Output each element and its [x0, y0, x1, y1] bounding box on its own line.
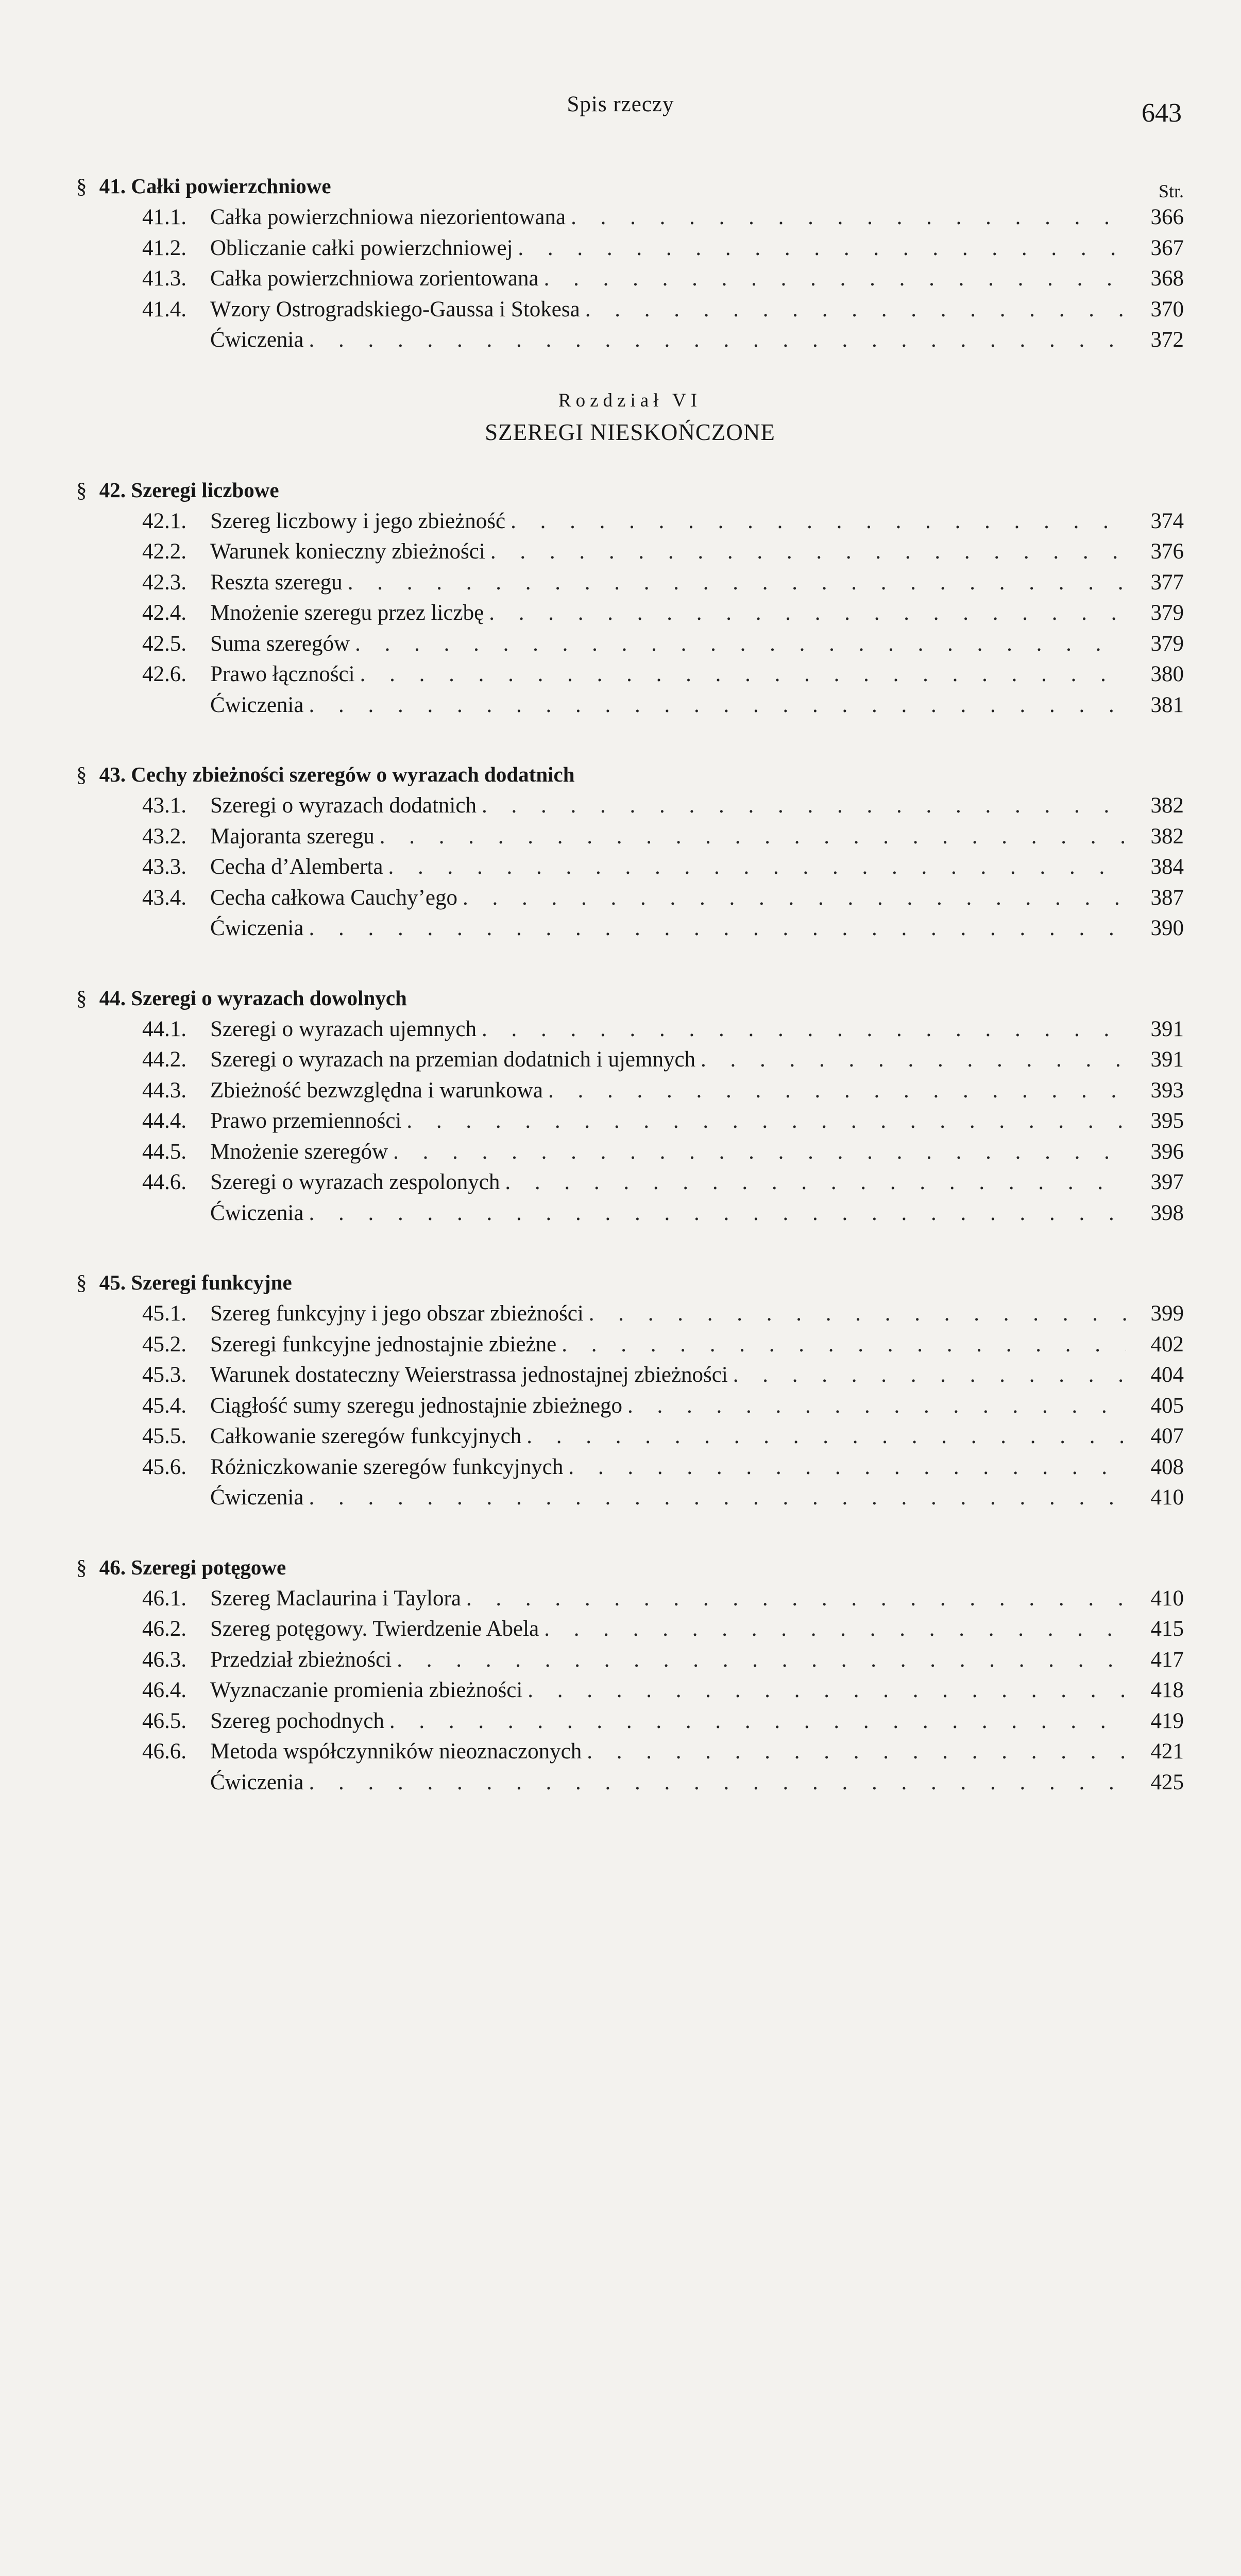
entry-page: 390 — [1137, 913, 1184, 2576]
toc-entry[interactable] — [76, 821, 1184, 852]
toc-entry[interactable] — [76, 852, 1184, 883]
dot-leader — [562, 1329, 1126, 1360]
entry-number: 42.5. — [142, 629, 210, 659]
entry-page: 380 — [1137, 659, 1184, 2525]
dot-leader — [526, 1421, 1126, 1452]
entry-number: 43.3. — [142, 852, 210, 883]
entry-title: Cecha całkowa Cauchy’ego — [210, 883, 457, 913]
dot-leader — [397, 1645, 1126, 1675]
entry-number: 44.1. — [142, 1014, 210, 1045]
entry-title: Szeregi o wyrazach zespolonych — [210, 1167, 500, 1198]
entry-page: 407 — [1137, 1421, 1184, 2576]
entry-title: Ćwiczenia — [210, 1198, 303, 1229]
section-sign: § — [76, 1555, 87, 1579]
dot-leader — [309, 690, 1126, 721]
entry-number: 41.3. — [142, 263, 210, 294]
entry-title: Szeregi o wyrazach na przemian dodatnich i ujemnych — [210, 1044, 695, 1075]
entry-title: Obliczanie całki powierzchniowej — [210, 233, 513, 264]
dot-leader — [568, 1452, 1126, 1483]
entry-number: 41.4. — [142, 294, 210, 325]
entry-number: 46.5. — [142, 1706, 210, 1737]
toc-entry[interactable] — [76, 913, 1184, 944]
dot-leader — [463, 883, 1126, 913]
dot-leader — [701, 1044, 1126, 1075]
entry-title: Szereg pochodnych — [210, 1706, 384, 1737]
dot-leader — [627, 1391, 1126, 1421]
entry-title: Szeregi funkcyjne jednostajnie zbieżne — [210, 1329, 556, 1360]
dot-leader — [309, 1767, 1126, 1798]
entry-page: 381 — [1137, 690, 1184, 2556]
entry-title: Mnożenie szeregu przez liczbę — [210, 598, 484, 629]
dot-leader — [466, 1583, 1126, 1614]
entry-title: Metoda współczynników nieoznaczonych — [210, 1736, 582, 1767]
entry-title: Cecha d’Alemberta — [210, 852, 383, 883]
entry-page: 395 — [1137, 1106, 1184, 2576]
section-sign: § — [76, 986, 87, 1010]
toc-entry[interactable] — [76, 1675, 1184, 1706]
dot-leader — [406, 1106, 1126, 1137]
page-number: 643 — [1142, 98, 1182, 128]
section-sign: § — [76, 762, 87, 786]
section-45 — [76, 1266, 1184, 1513]
entry-number: 44.4. — [142, 1106, 210, 1137]
entry-number: 45.5. — [142, 1421, 210, 1452]
entry-title: Prawo łączności — [210, 659, 355, 690]
entry-page: 391 — [1137, 1044, 1184, 2576]
entry-number: 44.3. — [142, 1075, 210, 1106]
entry-page: 404 — [1137, 1360, 1184, 2576]
entry-page: 382 — [1137, 821, 1184, 2576]
toc-entry[interactable] — [76, 1360, 1184, 1391]
section-title: Szeregi o wyrazach dowolnych — [131, 986, 407, 1010]
toc-entry[interactable] — [76, 1583, 1184, 1614]
section-number: 44. — [99, 986, 126, 1010]
dot-leader — [544, 1614, 1126, 1645]
section-sign: § — [76, 174, 87, 198]
toc-entry[interactable] — [76, 506, 1184, 537]
entry-number: 44.6. — [142, 1167, 210, 1198]
entry-title: Całka powierzchniowa niezorientowana — [210, 202, 566, 233]
entry-number: 44.5. — [142, 1137, 210, 1167]
entry-title: Szereg potęgowy. Twierdzenie Abela — [210, 1614, 539, 1645]
entry-number: 42.1. — [142, 506, 210, 537]
entry-title: Różniczkowanie szeregów funkcyjnych — [210, 1452, 563, 1483]
dot-leader — [518, 233, 1126, 264]
entry-page: 379 — [1137, 598, 1184, 2464]
toc-entry[interactable] — [76, 1767, 1184, 1798]
entry-number: 45.4. — [142, 1391, 210, 1421]
entry-title: Majoranta szeregu — [210, 821, 375, 852]
toc-entry[interactable] — [76, 1044, 1184, 1075]
entry-title: Ćwiczenia — [210, 1767, 303, 1798]
section-41 — [76, 170, 1184, 355]
toc-entry[interactable] — [76, 233, 1184, 264]
entry-title: Wyznaczanie promienia zbieżności — [210, 1675, 522, 1706]
toc-entry[interactable] — [76, 1452, 1184, 1483]
dot-leader — [309, 913, 1126, 944]
entry-page: 387 — [1137, 883, 1184, 2576]
toc-entry[interactable] — [76, 1421, 1184, 1452]
toc-entry[interactable] — [76, 1167, 1184, 1198]
entry-page: 396 — [1137, 1137, 1184, 2576]
section-42 — [76, 474, 1184, 721]
entry-title: Szereg funkcyjny i jego obszar zbieżności — [210, 1298, 584, 1329]
entry-title: Mnożenie szeregów — [210, 1137, 388, 1167]
section-sign: § — [76, 478, 87, 502]
entry-title: Szereg Maclaurina i Taylora — [210, 1583, 461, 1614]
entry-page: 372 — [1137, 325, 1184, 2191]
dot-leader — [389, 1706, 1126, 1737]
section-heading — [76, 1266, 1184, 1298]
chapter-label: Rozdział VI — [76, 386, 1184, 415]
toc-entry[interactable] — [76, 325, 1184, 355]
entry-number: 45.2. — [142, 1329, 210, 1360]
entry-number: 45.3. — [142, 1360, 210, 1391]
section-number: 42. — [99, 478, 126, 502]
entry-page: 377 — [1137, 567, 1184, 2433]
entry-page: 384 — [1137, 852, 1184, 2576]
dot-leader — [360, 659, 1126, 690]
entry-title: Ćwiczenia — [210, 1482, 303, 1513]
chapter-heading — [76, 386, 1184, 449]
entry-page: 415 — [1137, 1614, 1184, 2576]
toc-entry[interactable] — [76, 567, 1184, 598]
entry-title: Warunek konieczny zbieżności — [210, 536, 485, 567]
entry-title: Ciągłość sumy szeregu jednostajnie zbieżnego — [210, 1391, 622, 1421]
section-sign: § — [76, 1270, 87, 1294]
toc-entry[interactable] — [76, 1075, 1184, 1106]
entry-page: 410 — [1137, 1482, 1184, 2576]
entry-title: Szeregi o wyrazach dodatnich — [210, 790, 477, 821]
entry-number: 46.2. — [142, 1614, 210, 1645]
dot-leader — [490, 536, 1126, 567]
entry-page: 410 — [1137, 1583, 1184, 2576]
entry-title: Warunek dostateczny Weierstrassa jednostajnej zbieżności — [210, 1360, 728, 1391]
dot-leader — [482, 1014, 1126, 1045]
entry-page: 425 — [1137, 1767, 1184, 2576]
dot-leader — [482, 790, 1126, 821]
dot-leader — [548, 1075, 1126, 1106]
toc-entry[interactable] — [76, 1706, 1184, 1737]
chapter-title: SZEREGI NIESKOŃCZONE — [76, 415, 1184, 449]
dot-leader — [309, 325, 1126, 355]
section-heading — [76, 170, 1184, 202]
toc-entry[interactable] — [76, 1137, 1184, 1167]
toc-entry[interactable] — [76, 1298, 1184, 1329]
entry-number: 45.6. — [142, 1452, 210, 1483]
entry-page: 397 — [1137, 1167, 1184, 2576]
entry-number: 42.3. — [142, 567, 210, 598]
entry-page: 391 — [1137, 1014, 1184, 2576]
entry-page: 402 — [1137, 1329, 1184, 2576]
entry-number: 46.3. — [142, 1645, 210, 1675]
entry-number: 46.4. — [142, 1675, 210, 1706]
toc-entry[interactable] — [76, 1736, 1184, 1767]
toc-entry[interactable] — [76, 690, 1184, 721]
entry-title: Ćwiczenia — [210, 690, 303, 721]
entry-page: 418 — [1137, 1675, 1184, 2576]
section-title: Szeregi liczbowe — [131, 478, 279, 502]
entry-title: Przedział zbieżności — [210, 1645, 392, 1675]
toc-entry[interactable] — [76, 598, 1184, 629]
entry-number: 45.1. — [142, 1298, 210, 1329]
entry-title: Całka powierzchniowa zorientowana — [210, 263, 539, 294]
entry-title: Prawo przemienności — [210, 1106, 401, 1137]
entry-page: 366 — [1137, 202, 1184, 2068]
entry-number: 43.1. — [142, 790, 210, 821]
toc-entry[interactable] — [76, 883, 1184, 913]
entry-page: 399 — [1137, 1298, 1184, 2576]
entry-page: 376 — [1137, 536, 1184, 2402]
entry-page: 393 — [1137, 1075, 1184, 2576]
entry-page: 398 — [1137, 1198, 1184, 2576]
dot-leader — [528, 1675, 1126, 1706]
entry-page: 408 — [1137, 1452, 1184, 2576]
entry-title: Suma szeregów — [210, 629, 350, 659]
table-of-contents — [76, 170, 1184, 1836]
section-heading — [76, 758, 1184, 790]
entry-page: 421 — [1137, 1736, 1184, 2576]
entry-page: 379 — [1137, 629, 1184, 2495]
toc-entry[interactable] — [76, 629, 1184, 659]
toc-entry[interactable] — [76, 536, 1184, 567]
entry-number: 42.2. — [142, 536, 210, 567]
dot-leader — [589, 1298, 1126, 1329]
page-column-label: Str. — [1159, 175, 1184, 207]
dot-leader — [571, 202, 1126, 233]
entry-number: 41.2. — [142, 233, 210, 264]
entry-number: 42.6. — [142, 659, 210, 690]
toc-entry[interactable] — [76, 1645, 1184, 1675]
dot-leader — [733, 1360, 1126, 1391]
entry-page: 368 — [1137, 263, 1184, 2129]
toc-entry[interactable] — [76, 1014, 1184, 1045]
entry-title: Całkowanie szeregów funkcyjnych — [210, 1421, 521, 1452]
toc-entry[interactable] — [76, 1391, 1184, 1421]
dot-leader — [511, 506, 1126, 537]
section-number: 45. — [99, 1270, 126, 1294]
dot-leader — [348, 567, 1126, 598]
dot-leader — [489, 598, 1126, 629]
section-46 — [76, 1551, 1184, 1798]
entry-page: 367 — [1137, 233, 1184, 2099]
section-title: Szeregi funkcyjne — [131, 1270, 292, 1294]
dot-leader — [355, 629, 1126, 659]
dot-leader — [587, 1736, 1126, 1767]
dot-leader — [309, 1482, 1126, 1513]
entry-number: 43.2. — [142, 821, 210, 852]
toc-entry[interactable] — [76, 202, 1184, 233]
entry-number: 46.1. — [142, 1583, 210, 1614]
dot-leader — [505, 1167, 1126, 1198]
section-43 — [76, 758, 1184, 944]
entry-title: Szeregi o wyrazach ujemnych — [210, 1014, 477, 1045]
entry-page: 417 — [1137, 1645, 1184, 2576]
entry-title: Ćwiczenia — [210, 325, 303, 355]
toc-entry[interactable] — [76, 790, 1184, 821]
dot-leader — [380, 821, 1126, 852]
section-heading — [76, 982, 1184, 1014]
dot-leader — [309, 1198, 1126, 1229]
entry-page: 374 — [1137, 506, 1184, 2372]
running-title: Spis rzeczy — [0, 92, 1241, 117]
section-number: 43. — [99, 762, 126, 786]
toc-entry[interactable] — [76, 1614, 1184, 1645]
toc-entry[interactable] — [76, 1482, 1184, 1513]
section-title: Cechy zbieżności szeregów o wyrazach dodatnich — [131, 762, 574, 786]
entry-number: 42.4. — [142, 598, 210, 629]
section-heading — [76, 474, 1184, 506]
toc-entry[interactable] — [76, 659, 1184, 690]
entry-number: 43.4. — [142, 883, 210, 913]
entry-number: 44.2. — [142, 1044, 210, 1075]
entry-page: 405 — [1137, 1391, 1184, 2576]
toc-entry[interactable] — [76, 294, 1184, 325]
toc-entry[interactable] — [76, 1198, 1184, 1229]
section-title: Całki powierzchniowe — [131, 174, 331, 198]
entry-page: 370 — [1137, 294, 1184, 2160]
toc-entry[interactable] — [76, 1106, 1184, 1137]
entry-number: 46.6. — [142, 1736, 210, 1767]
section-44 — [76, 982, 1184, 1229]
entry-number: 41.1. — [142, 202, 210, 233]
entry-title: Ćwiczenia — [210, 913, 303, 944]
entry-title: Wzory Ostrogradskiego-Gaussa i Stokesa — [210, 294, 580, 325]
toc-entry[interactable] — [76, 263, 1184, 294]
dot-leader — [393, 1137, 1126, 1167]
section-title: Szeregi potęgowe — [131, 1555, 286, 1579]
entry-title: Szereg liczbowy i jego zbieżność — [210, 506, 505, 537]
section-number: 46. — [99, 1555, 126, 1579]
dot-leader — [388, 852, 1126, 883]
entry-title: Reszta szeregu — [210, 567, 343, 598]
entry-title: Zbieżność bezwzględna i warunkowa — [210, 1075, 543, 1106]
entry-page: 419 — [1137, 1706, 1184, 2576]
dot-leader — [585, 294, 1126, 325]
section-number: 41. — [99, 174, 126, 198]
toc-entry[interactable] — [76, 1329, 1184, 1360]
entry-page: 382 — [1137, 790, 1184, 2576]
section-heading — [76, 1551, 1184, 1583]
dot-leader — [544, 263, 1126, 294]
